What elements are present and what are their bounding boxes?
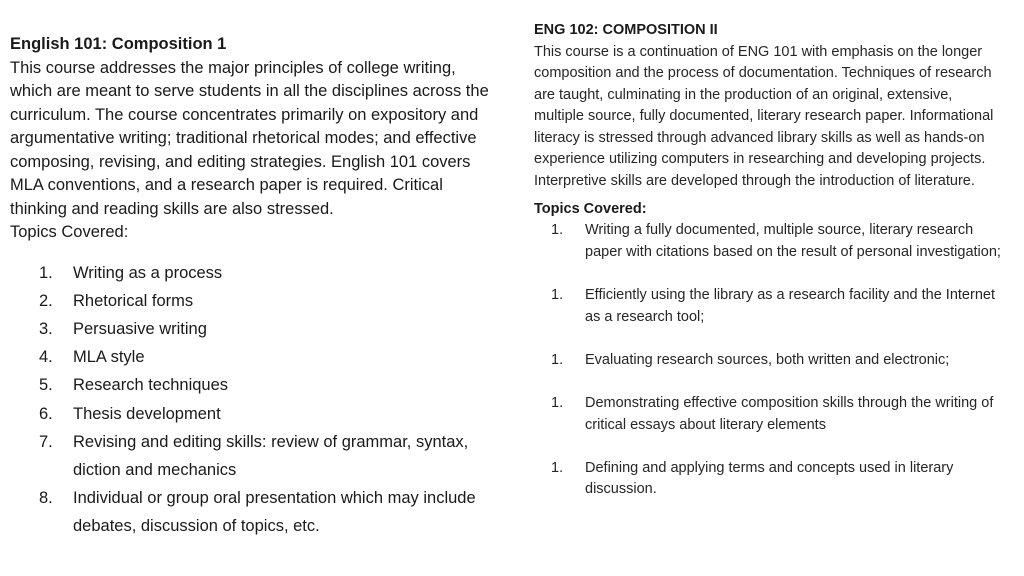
list-number: 1. xyxy=(551,459,564,476)
eng101-title: English 101: Composition 1 xyxy=(10,35,227,53)
list-text: MLA style xyxy=(73,348,145,367)
list-item xyxy=(10,287,490,315)
list-number: 8. xyxy=(39,489,53,508)
list-item xyxy=(534,285,1004,328)
list-text: Rhetorical forms xyxy=(73,291,194,310)
list-item xyxy=(10,400,490,428)
list-item xyxy=(10,343,490,371)
list-text: Persuasive writing xyxy=(73,319,207,338)
eng102-section xyxy=(534,20,1004,522)
list-item xyxy=(534,458,1004,501)
list-text: Writing a fully documented, multiple source, literary research paper with citations based on the result of personal investigation; xyxy=(585,222,1001,260)
eng101-section xyxy=(10,33,490,541)
eng102-topics-list xyxy=(534,220,1004,501)
list-number: 1. xyxy=(551,394,564,411)
list-number: 4. xyxy=(39,348,53,367)
list-number: 1. xyxy=(551,286,564,303)
list-number: 3. xyxy=(39,319,53,338)
list-text: Defining and applying terms and concepts used in literary discussion. xyxy=(585,459,954,498)
list-number: 1. xyxy=(551,222,564,239)
list-item xyxy=(10,484,490,540)
list-text: Demonstrating effective composition skills through the writing of critical essays about literary elements xyxy=(585,394,994,433)
list-item xyxy=(10,259,490,287)
eng101-description: This course addresses the major principles of college writing, which are meant to serve students in all the disciplines across the curriculum. The course concentrates primarily on expository and argumentative writing; traditional rhetorical modes; and effective composing, revising, and editing strategies. English 101 covers MLA conventions, and a research paper is required. Critical thinking and reading skills are also stressed. xyxy=(10,58,489,218)
eng101-topics-label: Topics Covered: xyxy=(10,223,129,241)
list-text: Individual or group oral presentation which may include debates, discussion of topics, etc. xyxy=(73,489,476,536)
list-item xyxy=(10,315,490,343)
list-item xyxy=(10,428,490,484)
list-item xyxy=(534,220,1004,263)
eng102-title: ENG 102: COMPOSITION II xyxy=(534,22,718,38)
eng102-description: This course is a continuation of ENG 101 with emphasis on the longer composition and the process of documentation. Techniques of research are taught, culminating in the production of an original, extensive, multiple source, fully documented, literary research paper. Informational literacy is stressed through advanced library skills as well as hands-on experience utilizing computers in researching and developing projects. Interpretive skills are developed through the introduction of literature. xyxy=(534,43,994,190)
list-text: Revising and editing skills: review of grammar, syntax, diction and mechanics xyxy=(73,432,469,479)
list-number: 2. xyxy=(39,291,53,310)
eng101-topics-list xyxy=(10,259,490,541)
list-text: Writing as a process xyxy=(73,263,223,282)
list-item xyxy=(534,393,1004,436)
list-text: Research techniques xyxy=(73,376,229,395)
eng102-topics-label: Topics Covered: xyxy=(534,200,647,217)
list-text: Evaluating research sources, both written and electronic; xyxy=(585,351,950,368)
list-number: 1. xyxy=(39,263,53,282)
list-number: 7. xyxy=(39,432,53,451)
list-number: 5. xyxy=(39,376,53,395)
list-number: 6. xyxy=(39,404,53,423)
list-number: 1. xyxy=(551,351,564,368)
list-item xyxy=(534,350,1004,372)
list-item xyxy=(10,371,490,399)
list-text: Efficiently using the library as a research facility and the Internet as a research tool; xyxy=(585,286,995,325)
list-text: Thesis development xyxy=(73,404,221,423)
